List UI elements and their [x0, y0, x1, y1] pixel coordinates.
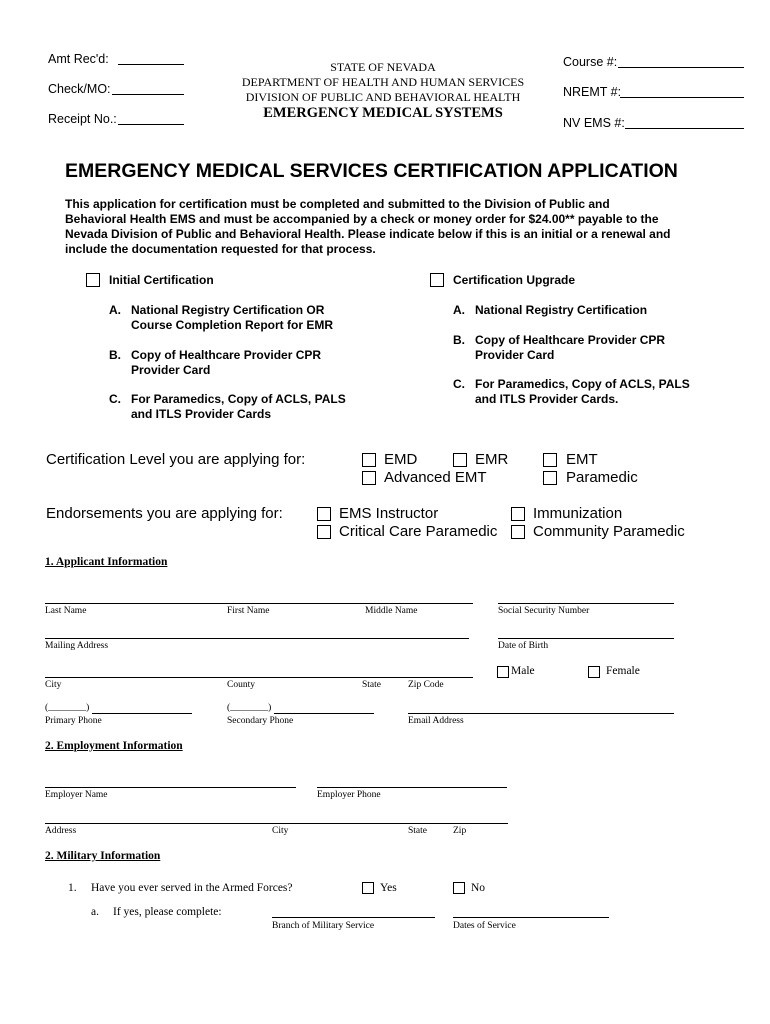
mailing-address-label: Mailing Address: [45, 641, 109, 651]
item-letter: A.: [109, 303, 121, 317]
first-name-label: First Name: [227, 606, 270, 616]
item-line: For Paramedics, Copy of ACLS, PALS: [475, 377, 690, 391]
department-name: DEPARTMENT OF HEALTH AND HUMAN SERVICES: [241, 75, 525, 89]
dates-of-service-field[interactable]: [453, 917, 609, 918]
critical-care-paramedic-checkbox[interactable]: [317, 525, 331, 539]
nvems-field[interactable]: [625, 128, 744, 129]
advanced-emt-checkbox[interactable]: [362, 471, 376, 485]
intro-text: [65, 197, 725, 257]
employer-state-label: State: [408, 826, 427, 836]
division-name: DIVISION OF PUBLIC AND BEHAVIORAL HEALTH: [245, 90, 521, 104]
middle-name-label: Middle Name: [365, 606, 418, 616]
military-yes-checkbox[interactable]: [362, 882, 374, 894]
military-no-label: No: [471, 882, 486, 894]
employer-phone-field[interactable]: [317, 787, 507, 788]
check-mo-label: Check/MO:: [48, 82, 111, 96]
immunization-label: Immunization: [533, 505, 623, 522]
state-name: STATE OF NEVADA: [330, 60, 436, 74]
item-line: Provider Card: [131, 363, 211, 377]
intro-line: include the documentation requested for that process.: [65, 242, 376, 256]
item-line: Copy of Healthcare Provider CPR: [475, 333, 666, 347]
initial-certification-checkbox[interactable]: [86, 273, 100, 287]
item-letter: B.: [109, 348, 121, 362]
employer-phone-label: Employer Phone: [317, 790, 381, 800]
military-no-checkbox[interactable]: [453, 882, 465, 894]
form-title: EMERGENCY MEDICAL SERVICES CERTIFICATION APPLICATION: [65, 160, 678, 182]
item-line: Copy of Healthcare Provider CPR: [131, 348, 322, 362]
upgrade-item-b: [453, 333, 665, 363]
immunization-checkbox[interactable]: [511, 507, 525, 521]
employer-city-label: City: [272, 826, 289, 836]
ems-instructor-checkbox[interactable]: [317, 507, 331, 521]
email-field[interactable]: [408, 713, 674, 714]
community-paramedic-checkbox[interactable]: [511, 525, 525, 539]
amt-recd-field[interactable]: [118, 64, 184, 65]
employer-address-field[interactable]: [45, 823, 508, 824]
upgrade-item-c: [453, 377, 690, 407]
emd-checkbox[interactable]: [362, 453, 376, 467]
certification-level-label: Certification Level you are applying for:: [46, 451, 306, 468]
emr-label: EMR: [475, 451, 509, 468]
nremt-field[interactable]: [620, 97, 744, 98]
state-label: State: [362, 680, 381, 690]
branch-of-service-field[interactable]: [272, 917, 435, 918]
name-field[interactable]: [45, 603, 473, 604]
community-paramedic-label: Community Paramedic: [533, 523, 685, 540]
secondary-phone-label: Secondary Phone: [227, 716, 294, 726]
question-number: 1.: [68, 882, 77, 894]
item-letter: A.: [453, 303, 465, 317]
female-label: Female: [606, 665, 640, 677]
secondary-phone-area-code[interactable]: (________): [227, 703, 272, 713]
emr-checkbox[interactable]: [453, 453, 467, 467]
male-checkbox[interactable]: [497, 666, 509, 678]
employer-name-label: Employer Name: [45, 790, 108, 800]
ems-name: EMERGENCY MEDICAL SYSTEMS: [263, 105, 503, 121]
advanced-emt-label: Advanced EMT: [384, 469, 487, 486]
ssn-field[interactable]: [498, 603, 674, 604]
city-county-state-zip-field[interactable]: [45, 677, 473, 678]
ems-instructor-label: EMS Instructor: [339, 505, 439, 522]
county-label: County: [227, 680, 255, 690]
date-of-birth-label: Date of Birth: [498, 641, 549, 651]
armed-forces-question: Have you ever served in the Armed Forces?: [91, 882, 293, 894]
item-line: and ITLS Provider Cards.: [475, 392, 619, 406]
nremt-label: NREMT #:: [563, 85, 622, 99]
upgrade-item-a: [453, 303, 647, 318]
item-line: Provider Card: [475, 348, 555, 362]
emd-label: EMD: [384, 451, 418, 468]
intro-line: Behavioral Health EMS and must be accompanied by a check or money order for $24.00** payable to the: [65, 212, 659, 226]
item-line: National Registry Certification: [475, 303, 648, 317]
certification-upgrade-checkbox[interactable]: [430, 273, 444, 287]
primary-phone-area-code[interactable]: (________): [45, 703, 90, 713]
date-of-birth-field[interactable]: [498, 638, 674, 639]
ssn-label: Social Security Number: [498, 606, 590, 616]
applicant-information-heading: 1. Applicant Information: [45, 556, 168, 568]
course-label: Course #:: [563, 55, 618, 69]
critical-care-paramedic-label: Critical Care Paramedic: [339, 523, 498, 540]
military-information-heading: 2. Military Information: [45, 850, 161, 862]
employer-address-label: Address: [45, 826, 77, 836]
item-letter: C.: [453, 377, 465, 391]
emt-checkbox[interactable]: [543, 453, 557, 467]
initial-certification-label: Initial Certification: [109, 273, 214, 287]
endorsements-label: Endorsements you are applying for:: [46, 505, 283, 522]
nvems-label: NV EMS #:: [563, 116, 625, 130]
certification-upgrade-label: Certification Upgrade: [453, 273, 576, 287]
initial-item-c: [109, 392, 346, 422]
employer-name-field[interactable]: [45, 787, 296, 788]
female-checkbox[interactable]: [588, 666, 600, 678]
receipt-no-label: Receipt No.:: [48, 112, 117, 126]
male-label: Male: [511, 665, 535, 677]
email-address-label: Email Address: [408, 716, 464, 726]
paramedic-label: Paramedic: [566, 469, 638, 486]
course-field[interactable]: [618, 67, 744, 68]
primary-phone-field[interactable]: [92, 713, 192, 714]
item-line: Course Completion Report for EMR: [131, 318, 334, 332]
primary-phone-label: Primary Phone: [45, 716, 102, 726]
item-letter: C.: [109, 392, 121, 406]
initial-item-a: [109, 303, 333, 333]
mailing-address-field[interactable]: [45, 638, 469, 639]
employer-zip-label: Zip: [453, 826, 467, 836]
intro-line: Nevada Division of Public and Behavioral Health. Please indicate below if this is an initial or a renewal and: [65, 227, 671, 241]
check-mo-field[interactable]: [112, 94, 184, 95]
agency-header: [213, 60, 553, 122]
sub-question-letter: a.: [91, 906, 99, 918]
emt-label: EMT: [566, 451, 598, 468]
amt-recd-label: Amt Rec'd:: [48, 52, 109, 66]
military-yes-label: Yes: [380, 882, 397, 894]
receipt-no-field[interactable]: [118, 124, 184, 125]
last-name-label: Last Name: [45, 606, 87, 616]
if-yes-complete-label: If yes, please complete:: [113, 906, 222, 918]
city-label: City: [45, 680, 62, 690]
branch-of-service-label: Branch of Military Service: [272, 921, 375, 931]
paramedic-checkbox[interactable]: [543, 471, 557, 485]
item-line: National Registry Certification OR: [131, 303, 325, 317]
item-line: and ITLS Provider Cards: [131, 407, 272, 421]
secondary-phone-field[interactable]: [274, 713, 374, 714]
item-line: For Paramedics, Copy of ACLS, PALS: [131, 392, 346, 406]
employment-information-heading: 2. Employment Information: [45, 740, 183, 752]
dates-of-service-label: Dates of Service: [453, 921, 516, 931]
intro-line: This application for certification must be completed and submitted to the Division of Public and: [65, 197, 610, 211]
initial-item-b: [109, 348, 321, 378]
zip-code-label: Zip Code: [408, 680, 444, 690]
item-letter: B.: [453, 333, 465, 347]
